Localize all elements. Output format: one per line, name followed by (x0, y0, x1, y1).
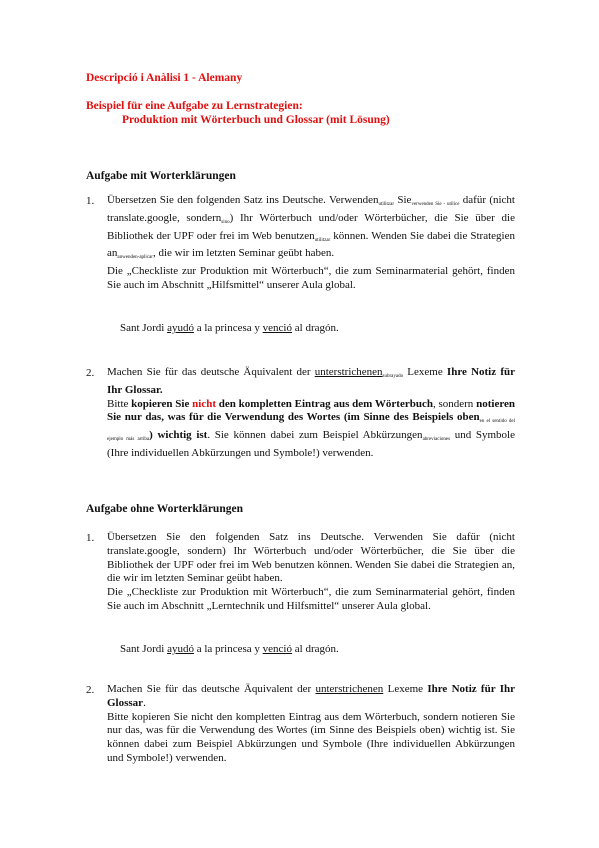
section-title: Aufgabe mit Worterklärungen (86, 170, 236, 182)
example-sentence (120, 322, 339, 334)
bold-text: den kompletten Eintrag aus dem Wörterbuch (216, 397, 433, 410)
gloss: subrayado (382, 374, 404, 379)
text: Machen Sie für das deutsche Äquivalent der (107, 683, 316, 695)
gloss: en el sentido del ejemplo más arriba (107, 419, 515, 443)
item-number: 1. (86, 532, 95, 544)
item-number: 2. (86, 367, 95, 379)
bold-text: kopieren Sie (131, 397, 193, 410)
gloss: utilitzar (378, 202, 395, 207)
gloss: utilitzar (314, 237, 331, 243)
underlined-word: venció (262, 643, 292, 655)
text: a la princesa y (193, 322, 263, 334)
text: al dragón. (292, 643, 339, 655)
bold-text: Ihre Notiz für Ihr Glossar (107, 683, 515, 709)
text: ) Ihr Wörterbuch und/oder Wörterbücher, die Sie über die Bibliothek der UPF oder frei im Web benutzen (107, 211, 515, 242)
document-title: Beispiel für eine Aufgabe zu Lernstrategien: (86, 100, 303, 112)
text: , die wir im letzten Seminar geübt haben. (152, 247, 335, 260)
task-paragraph (107, 366, 515, 461)
gloss: abreviaciones (422, 437, 451, 443)
gloss: sino (221, 219, 230, 225)
text: Bitte (107, 397, 132, 410)
gloss: verwenden Sie - utilice (411, 202, 460, 207)
text: Bitte kopieren Sie nicht den kompletten Eintrag aus dem Wörterbuch, sondern notieren Sie nur das, was für die Verwendung des Wortes (im Sinne des Beispiels oben) wichtig ist. Sie können dabei zum Beispiel Abkürzungen und Symbole (Ihre individuellen Abkürzungen und Symbole!) verwenden. (107, 710, 515, 764)
underlined-word: ayudó (167, 643, 194, 655)
text: . Sie können dabei zum Beispiel Abkürzungen (207, 429, 423, 442)
task-paragraph (107, 194, 515, 293)
text: al dragón. (292, 322, 339, 334)
text: und Symbole (Ihre individuellen Abkürzungen und Symbole!) verwenden. (107, 429, 515, 459)
example-sentence (120, 643, 339, 655)
text: Machen Sie für das deutsche Äquivalent der (107, 366, 315, 378)
emphasis-text: nicht (192, 397, 216, 410)
underlined-word: venció (262, 322, 292, 334)
task-paragraph (107, 683, 515, 766)
text: Übersetzen Sie den folgenden Satz ins Deutsche. Verwenden Sie dafür (nicht translate.google, sondern) Ihr Wörterbuch und/oder Wörterbücher, die Sie über die Bibliothek der UPF oder frei im Web benutzen können. Wenden Sie dabei die Strategien an, die wir im letzten Seminar geübt haben. (107, 531, 515, 585)
bold-text: notieren Sie nur das, was für die Verwendung des Wortes (im Sinne des Beispiels oben (107, 397, 516, 424)
text: dafür (nicht translate.google, sondern (107, 194, 515, 224)
underlined-word: ayudó (167, 322, 194, 334)
text: . (143, 696, 146, 709)
text: Lexeme (383, 683, 428, 695)
text: Die „Checkliste zur Produktion mit Wörterbuch“, die zum Seminarmaterial gehört, finden Sie auch im Abschnitt „Hilfsmittel“ unserer Aula global. (107, 265, 515, 291)
text: können. Wenden Sie dabei die Strategien an (107, 229, 515, 260)
text: Übersetzen Sie den folgenden Satz ins Deutsche. Verwenden (107, 194, 379, 206)
text: Sie (394, 194, 412, 206)
task-paragraph (107, 531, 515, 614)
section-title: Aufgabe ohne Worterklärungen (86, 503, 243, 515)
text: , sondern (432, 397, 477, 410)
text: Die „Checkliste zur Produktion mit Wörterbuch“, die zum Seminarmaterial gehört, finden Sie auch im Abschnitt „Lerntechnik und Hilfsmittel“ unserer Aula global. (107, 586, 515, 612)
text: Sant Jordi (120, 322, 168, 334)
bold-text: Ihre Notiz für Ihr Glossar. (107, 366, 515, 396)
text: Sant Jordi (120, 643, 168, 655)
text: a la princesa y (193, 643, 263, 655)
gloss: anwenden-aplicar (117, 255, 153, 261)
bold-text: ) wichtig ist (149, 429, 208, 442)
underlined-word: unterstrichenen (314, 366, 383, 378)
text: Lexeme (403, 366, 447, 378)
document-subtitle: Produktion mit Wörterbuch und Glossar (mit Lösung) (122, 114, 390, 126)
item-number: 2. (86, 684, 95, 696)
underlined-word: unterstrichenen (315, 683, 384, 695)
item-number: 1. (86, 195, 95, 207)
course-title: Descripció i Anàlisi 1 - Alemany (86, 72, 243, 84)
